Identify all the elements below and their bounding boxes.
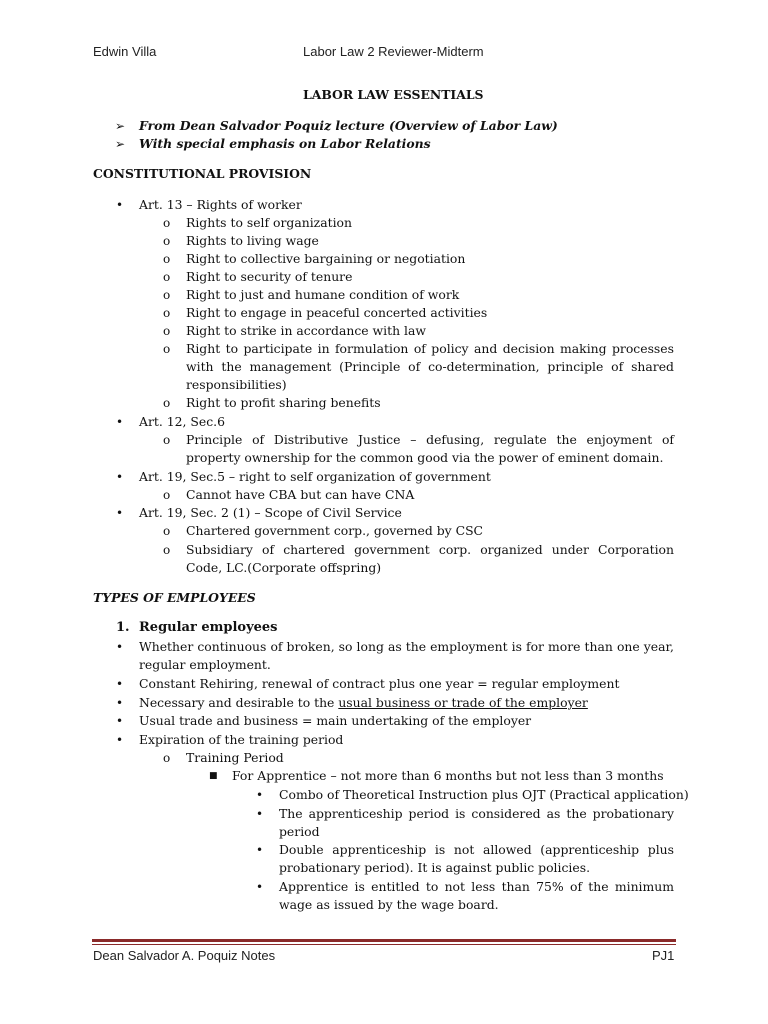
art13-item: Right to strike in accordance with law — [186, 323, 426, 338]
section-heading-types: TYPES OF EMPLOYEES — [93, 590, 256, 605]
circle-bullet-icon: o — [163, 524, 171, 538]
intro-line-2: With special emphasis on Labor Relations — [139, 136, 431, 151]
circle-bullet-icon: o — [163, 234, 171, 248]
art12-label: Art. 12, Sec.6 — [139, 414, 225, 429]
bullet-icon: • — [116, 470, 124, 484]
circle-bullet-icon: o — [163, 216, 171, 230]
art19b-item: Subsidiary of chartered government corp. organized under Corporation Code, LC.(Corporate offspring) — [186, 542, 674, 575]
necessary-underlined-text: usual business or trade of the employer — [338, 695, 588, 710]
intro-line-1: From Dean Salvador Poquiz lecture (Overview of Labor Law) — [139, 118, 558, 133]
bullet-icon: • — [116, 714, 124, 728]
bullet-icon: • — [116, 506, 124, 520]
section-heading-constitutional: CONSTITUTIONAL PROVISION — [93, 166, 312, 181]
art13-item: Right to profit sharing benefits — [186, 395, 381, 410]
circle-bullet-icon: o — [163, 270, 171, 284]
footer-divider-thin — [92, 944, 676, 945]
art19a-item: Cannot have CBA but can have CNA — [186, 487, 415, 502]
circle-bullet-icon: o — [163, 324, 171, 338]
bullet-icon: • — [116, 677, 124, 691]
regular-bullet-necessary — [139, 694, 588, 712]
apprentice-rule: For Apprentice – not more than 6 months but not less than 3 months — [232, 768, 664, 783]
bullet-icon: • — [116, 415, 124, 429]
circle-bullet-icon: o — [163, 751, 171, 765]
regular-bullet: Whether continuous of broken, so long as the employment is for more than one year, regular employment. — [139, 639, 674, 672]
apprentice-item: Apprentice is entitled to not less than 75% of the minimum wage as issued by the wage board. — [279, 879, 674, 912]
art13-item: Right to participate in formulation of policy and decision making processes with the management (Principle of co-determination, principle of shared responsibilities) — [186, 341, 674, 392]
footer-page-number: PJ1 — [652, 948, 675, 963]
necessary-text: Necessary and desirable to the — [139, 695, 339, 710]
bullet-icon: • — [256, 880, 264, 894]
list-number: 1. — [116, 620, 130, 635]
footer-divider — [92, 939, 676, 942]
footer-notes: Dean Salvador A. Poquiz Notes — [93, 948, 276, 963]
circle-bullet-icon: o — [163, 288, 171, 302]
bullet-icon: • — [256, 843, 264, 857]
regular-bullet: Usual trade and business = main undertaking of the employer — [139, 713, 532, 728]
square-bullet-icon: ■ — [209, 771, 218, 781]
circle-bullet-icon: o — [163, 252, 171, 266]
art13-item: Rights to living wage — [186, 233, 319, 248]
circle-bullet-icon: o — [163, 488, 171, 502]
apprentice-item: The apprenticeship period is considered as the probationary period — [279, 806, 674, 839]
apprentice-item: Double apprenticeship is not allowed (apprenticeship plus probationary period). It is against public policies. — [279, 842, 674, 875]
regular-bullet: Expiration of the training period — [139, 732, 344, 747]
art12-item: Principle of Distributive Justice – defusing, regulate the enjoyment of property ownership for the common good via the power of eminent domain. — [186, 432, 674, 465]
bullet-icon: • — [116, 198, 124, 212]
art19a-label: Art. 19, Sec.5 – right to self organization of government — [139, 469, 491, 484]
art19b-label: Art. 19, Sec. 2 (1) – Scope of Civil Service — [139, 505, 402, 520]
header-title: Labor Law 2 Reviewer-Midterm — [303, 44, 484, 59]
art19b-item: Chartered government corp., governed by CSC — [186, 523, 484, 538]
bullet-icon: • — [116, 733, 124, 747]
circle-bullet-icon: o — [163, 543, 171, 557]
arrow-bullet-icon: ➢ — [115, 137, 126, 151]
training-period: Training Period — [186, 750, 284, 765]
circle-bullet-icon: o — [163, 433, 171, 447]
art13-item: Right to security of tenure — [186, 269, 353, 284]
regular-heading: Regular employees — [139, 620, 278, 635]
bullet-icon: • — [116, 640, 124, 654]
art13-label: Art. 13 – Rights of worker — [139, 197, 302, 212]
bullet-icon: • — [256, 788, 264, 802]
bullet-icon: • — [116, 696, 124, 710]
arrow-bullet-icon: ➢ — [115, 119, 126, 133]
regular-bullet: Constant Rehiring, renewal of contract plus one year = regular employment — [139, 676, 620, 691]
header-author: Edwin Villa — [93, 44, 157, 59]
apprentice-item: Combo of Theoretical Instruction plus OJT (Practical application) — [279, 787, 689, 802]
bullet-icon: • — [256, 807, 264, 821]
document-title: LABOR LAW ESSENTIALS — [303, 87, 484, 102]
art13-item: Rights to self organization — [186, 215, 352, 230]
art13-item: Right to collective bargaining or negotiation — [186, 251, 466, 266]
art13-item: Right to engage in peaceful concerted activities — [186, 305, 488, 320]
circle-bullet-icon: o — [163, 306, 171, 320]
circle-bullet-icon: o — [163, 396, 171, 410]
circle-bullet-icon: o — [163, 342, 171, 356]
art13-item: Right to just and humane condition of work — [186, 287, 460, 302]
